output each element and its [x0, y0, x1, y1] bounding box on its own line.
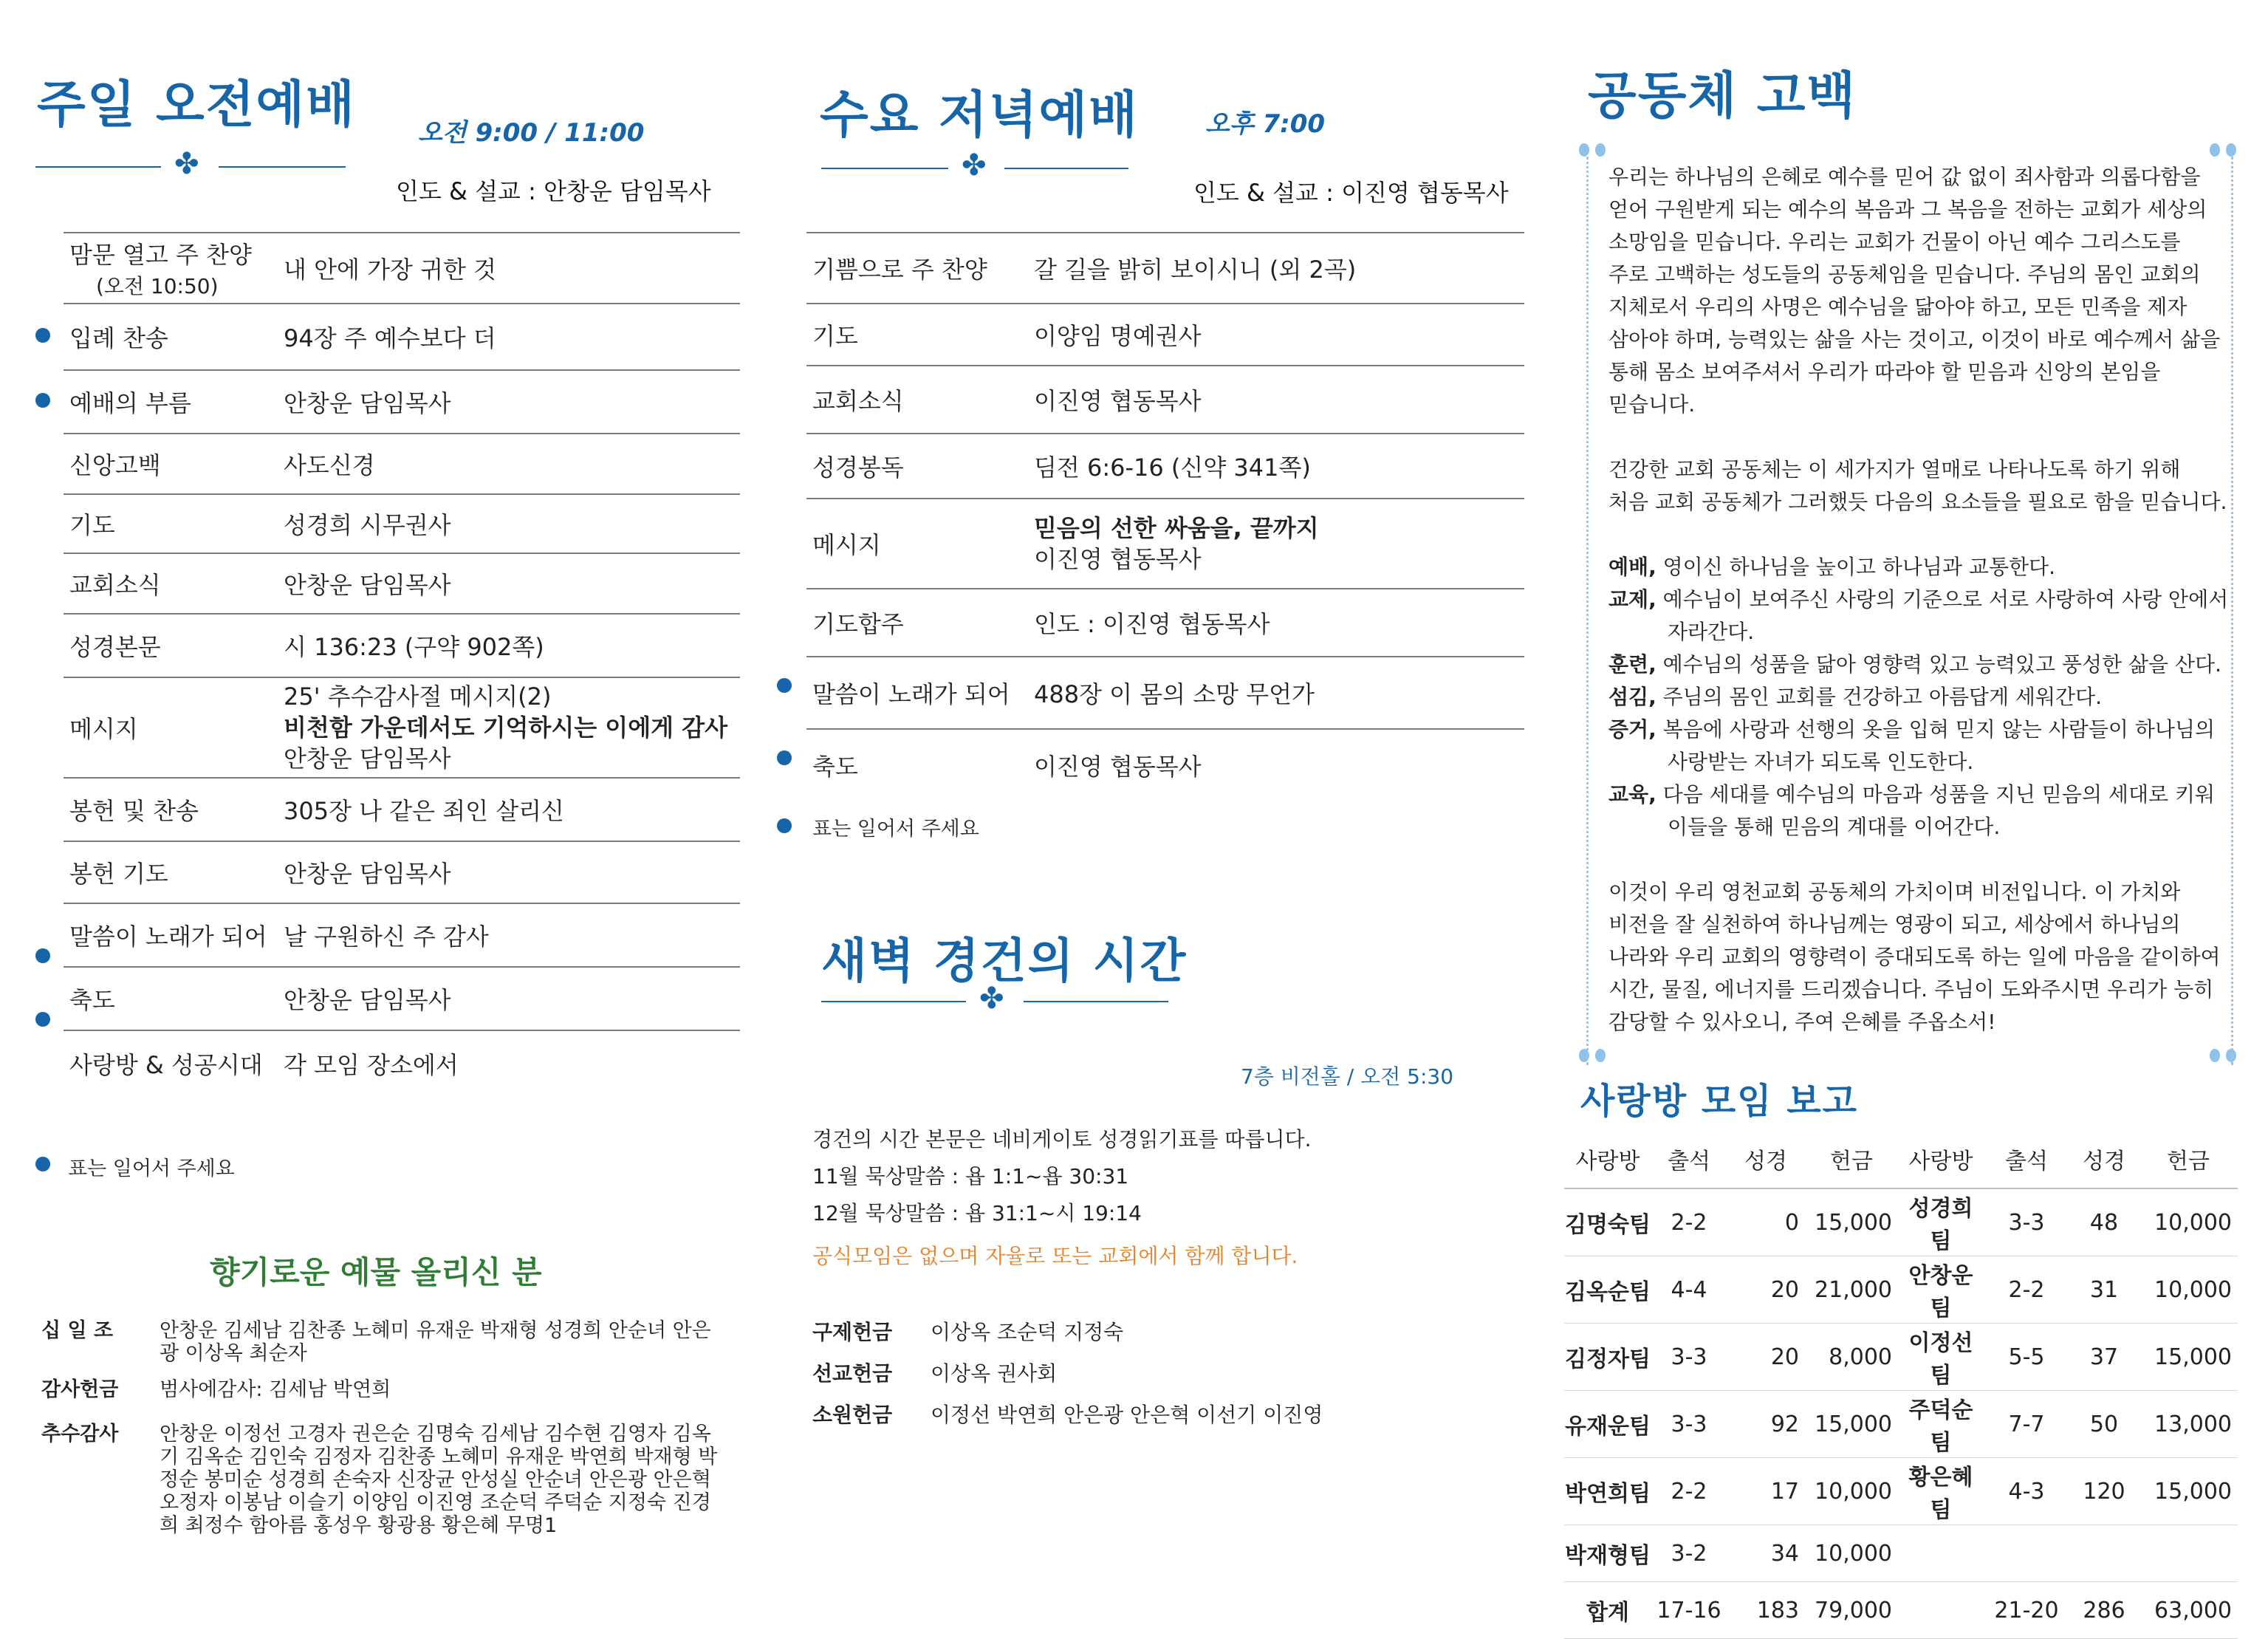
offering-list	[41, 1319, 750, 1570]
clover-icon: ✤	[979, 982, 1004, 1016]
order-value: 488장 이 몸의 소망 무언가	[1034, 657, 1524, 729]
order-label: 기도합주	[806, 589, 1034, 657]
dawn-body	[812, 1121, 1312, 1275]
order-label: 맘문 열고 주 찬양 (오전 10:50)	[64, 233, 284, 304]
order-value: 믿음의 선한 싸움을, 끝까지 이진영 협동목사	[1034, 499, 1524, 589]
order-label: 교회소식	[806, 366, 1034, 434]
tithe-names: 안창운 김세남 김찬종 노혜미 유재운 박재형 성경희 안순녀 안은광 이상옥 최순자	[160, 1319, 711, 1365]
dawn-line: 12월 묵상말씀 : 욥 31:1~시 19:14	[812, 1201, 1142, 1225]
harvest-label: 추수감사	[41, 1423, 119, 1445]
fund-names: 이상옥 권사회	[931, 1361, 1058, 1386]
fund-label: 구제헌금	[812, 1320, 893, 1344]
funds-list	[812, 1316, 1477, 1464]
order-value: 사도신경	[284, 434, 740, 494]
dawn-title: 새벽 경건의 시간	[821, 934, 1188, 989]
order-value: 안창운 담임목사	[284, 553, 740, 614]
stand-bullet-icon	[35, 393, 50, 408]
wednesday-leader: 인도 & 설교 : 이진영 협동목사	[1193, 179, 1509, 207]
stand-bullet-icon	[35, 1012, 50, 1027]
order-value: 305장 나 같은 죄인 살리신	[284, 778, 740, 841]
table-row: 박연희팀 2-2 17 10,000 황은혜팀 4-3 120 15,000	[1564, 1458, 2238, 1525]
stand-bullet-icon	[777, 750, 792, 765]
order-label: 기도	[64, 494, 284, 553]
tithe-label: 십 일 조	[41, 1319, 114, 1342]
order-label: 예배의 부름	[64, 370, 284, 434]
wednesday-title: 수요 저녁예배	[820, 86, 1139, 145]
order-label: 말씀이 노래가 되어	[806, 657, 1034, 729]
fund-names: 이상옥 조순덕 지정숙	[931, 1320, 1124, 1344]
table-row: 김옥순팀 4-4 20 21,000 안창운팀 2-2 31 10,000	[1564, 1256, 2238, 1324]
fund-label: 선교헌금	[812, 1361, 893, 1386]
stand-bullet-icon	[777, 818, 792, 833]
report-table	[1564, 1130, 2238, 1639]
stand-bullet-icon	[35, 1157, 50, 1171]
stand-bullet-icon	[35, 328, 50, 343]
total-row: 합계 17-16 183 79,000 21-20 286 63,000	[1564, 1582, 2238, 1639]
order-value: 시 136:23 (구약 902쪽)	[284, 614, 740, 677]
fund-names: 이정선 박연희 안은광 안은혁 이선기 이진영	[931, 1403, 1323, 1427]
order-label: 메시지	[64, 677, 284, 778]
wednesday-time: 오후 7:00	[1205, 109, 1326, 139]
order-value: 각 모임 장소에서	[284, 1050, 459, 1079]
confession-title: 공동체 고백	[1588, 67, 1857, 126]
section-divider	[821, 148, 1128, 182]
sunday-order-table	[64, 232, 740, 1095]
clover-icon: ✤	[174, 147, 199, 181]
offering-title: 향기로운 예물 올리신 분	[210, 1254, 542, 1290]
dawn-notice: 공식모임은 없으며 자율로 또는 교회에서 함께 합니다.	[812, 1244, 1298, 1268]
order-label: 성경본문	[64, 614, 284, 677]
table-row: 박재형팀 3-2 34 10,000	[1564, 1525, 2238, 1582]
order-value: 이진영 협동목사	[1034, 752, 1202, 781]
order-value: 내 안에 가장 귀한 것	[284, 233, 740, 304]
order-value: 안창운 담임목사	[284, 967, 740, 1030]
table-row: 유재운팀 3-3 92 15,000 주덕순팀 7-7 50 13,000	[1564, 1391, 2238, 1458]
dawn-time: 7층 비전홀 / 오전 5:30	[1241, 1064, 1454, 1089]
order-value: 날 구원하신 주 감사	[284, 903, 740, 967]
order-value: 성경희 시무권사	[284, 494, 740, 553]
harvest-names: 안창운 이정선 고경자 권은순 김명숙 김세남 김수현 김영자 김옥기 김옥순 김인숙 김정자 김찬종 노혜미 유재운 박연희 박재형 박정순 봉미순 성경희 손숙자 신장균 안성실 안순녀 안은광 안은혁 오정자 이봉남 이슬기 이양임 이진영 조순덕 주덕순 지정숙 진경희 최정수 함아름 홍성우 황광용 황은혜 무명1	[160, 1423, 718, 1537]
order-value: 25' 추수감사절 메시지(2) 비천함 가운데서도 기억하시는 이에게 감사 안창운 담임목사	[284, 677, 740, 778]
sunday-title: 주일 오전예배	[37, 76, 356, 134]
thanks-names: 범사에감사: 김세남 박연희	[160, 1378, 391, 1401]
order-label: 봉헌 기도	[64, 841, 284, 903]
order-label: 교회소식	[64, 553, 284, 614]
dawn-line: 경건의 시간 본문은 네비게이토 성경읽기표를 따릅니다.	[812, 1127, 1312, 1152]
sunday-leader: 인도 & 설교 : 안창운 담임목사	[396, 177, 711, 205]
report-header-row: 사랑방 출석 성경 헌금 사랑방 출석 성경 헌금	[1564, 1130, 2238, 1188]
order-label: 기도	[806, 304, 1034, 366]
order-value: 이진영 협동목사	[1034, 366, 1524, 434]
report-title: 사랑방 모임 보고	[1580, 1081, 1858, 1122]
order-label: 축도	[812, 752, 858, 781]
dawn-line: 11월 묵상말씀 : 욥 1:1~욥 30:31	[812, 1164, 1129, 1188]
wednesday-order-table	[806, 232, 1524, 800]
order-value: 딤전 6:6-16 (신약 341쪽)	[1034, 434, 1524, 499]
table-row: 김명숙팀 2-2 0 15,000 성경희팀 3-3 48 10,000	[1564, 1188, 2238, 1256]
order-value: 안창운 담임목사	[284, 841, 740, 903]
order-label: 메시지	[806, 499, 1034, 589]
order-value: 이양임 명예권사	[1034, 304, 1524, 366]
sunday-time: 오전 9:00 / 11:00	[418, 118, 645, 148]
stand-bullet-icon	[777, 678, 792, 693]
order-label: 봉헌 및 찬송	[64, 778, 284, 841]
order-label: 기쁨으로 주 찬양	[806, 233, 1034, 304]
order-label: 입례 찬송	[64, 304, 284, 370]
confession-body: 우리는 하나님의 은혜로 예수를 믿어 값 없이 죄사함과 의롭다함을 얻어 구원받게 되는 예수의 복음과 그 복음을 전하는 교회가 세상의 소망임을 믿습니다. 우리는 교회가 건물이 아닌 예수 그리스도를 주로 고백하는 성도들의 공동체임을 믿습니다. 주님의 몸인 교회의 지체로서 우리의 사명은 예수님을 닮아야 하고, 모든 민족을 제자 삼아야 하며, 능력있는 삶을 사는 것이고, 이것이 바로 예수께서 삶을 통해 몸소 보여주셔서 우리가 따라야 할 믿음과 신앙의 본임을 믿습니다. 건강한 교회 공동체는 이 세가지가 열매로 나타나도록 하기 위해 처음 교회 공동체가 그러했듯 다음의 요소들을 필요로 함을 믿습니다. 예배, 영이신 하나님을 높이고 하나님과 교통한다. 교제, 예수님이 보여주신 사랑의 기준으로 서로 사랑하여 사랑 안에서 자라간다. 훈련, 예수님의 성품을 닮아 영향력 있고 능력있고 풍성한 삶을 산다. 섬김, 주님의 몸인 교회를 건강하고 아름답게 세워간다. 증거, 복음에 사랑과 선행의 옷을 입혀 믿지 않는 사람들이 하나님의 사랑받는 자녀가 되도록 인도한다. 교육, 다음 세대를 예수님의 마음과 성품을 지닌 믿음의 세대로 키워 이들을 통해 믿음의 계대를 이어간다. 이것이 우리 영천교회 공동체의 가치이며 비전입니다. 이 가치와 비전을 잘 실천하여 하나님께는 영광이 되고, 세상에서 하나님의 나라와 우리 교회의 영향력이 증대되도록 하는 일에 마음을 같이하여 시간, 물질, 에너지를 드리겠습니다. 주님이 도와주시면 우리가 능히 감당할 수 있사오니, 주여 은혜를 주옵소서!	[1609, 165, 2229, 1034]
order-label: 신앙고백	[64, 434, 284, 494]
order-label: 사랑방 & 성공시대	[69, 1050, 263, 1079]
stand-bullet-icon	[35, 948, 50, 963]
order-label: 말씀이 노래가 되어	[64, 903, 284, 967]
table-row: 김정자팀 3-3 20 8,000 이정선팀 5-5 37 15,000	[1564, 1324, 2238, 1391]
order-label: 축도	[64, 967, 284, 1030]
section-divider	[821, 982, 1168, 1016]
order-value: 안창운 담임목사	[284, 370, 740, 434]
stand-note: 표는 일어서 주세요	[68, 1157, 235, 1180]
fund-label: 소원헌금	[812, 1403, 893, 1427]
stand-note: 표는 일어서 주세요	[812, 818, 979, 841]
section-divider	[35, 147, 346, 181]
order-value: 94장 주 예수보다 더	[284, 304, 740, 370]
clover-icon: ✤	[962, 148, 987, 182]
thanks-label: 감사헌금	[41, 1378, 119, 1401]
order-label: 성경봉독	[806, 434, 1034, 499]
order-value: 갈 길을 밝히 보이시니 (외 2곡)	[1034, 233, 1524, 304]
order-value: 인도 : 이진영 협동목사	[1034, 589, 1524, 657]
